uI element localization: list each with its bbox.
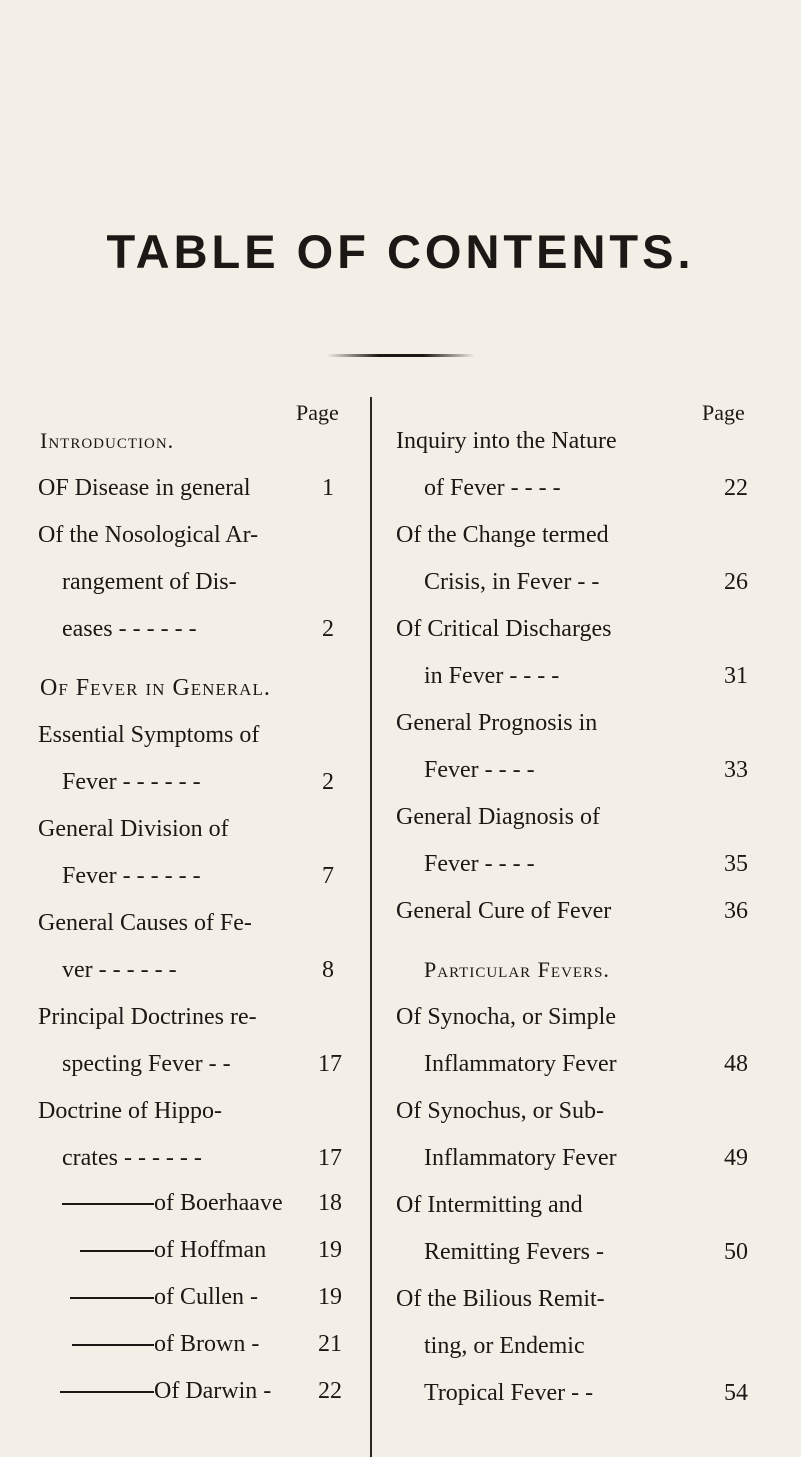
- ditto-rule: [62, 1203, 154, 1205]
- toc-entry-text: Fever - - - -: [424, 757, 535, 783]
- toc-entry-page: 19: [318, 1284, 342, 1310]
- toc-entry-text: Of Synocha, or Simple: [396, 1004, 616, 1030]
- toc-entry-text: Fever - - - - - -: [62, 863, 201, 889]
- toc-entry-page: 1: [322, 475, 334, 501]
- toc-entry-page: 31: [724, 663, 748, 689]
- toc-entry-text: General Diagnosis of: [396, 804, 600, 830]
- ditto-rule: [60, 1391, 154, 1393]
- toc-entry-page: 49: [724, 1145, 748, 1171]
- toc-entry-text: in Fever - - - -: [424, 663, 560, 689]
- toc-entry-text: General Causes of Fe-: [38, 910, 252, 936]
- toc-entry-text: rangement of Dis-: [62, 569, 237, 595]
- toc-entry-text: of Brown -: [154, 1331, 260, 1357]
- toc-entry-text: Inflammatory Fever: [424, 1145, 617, 1171]
- toc-entry-text: Of Critical Discharges: [396, 616, 612, 642]
- ornamental-rule: [327, 354, 475, 357]
- toc-entry-text: Fever - - - - - -: [62, 769, 201, 795]
- toc-entry-text: of Fever - - - -: [424, 475, 561, 501]
- toc-entry-text: Remitting Fevers -: [424, 1239, 604, 1265]
- toc-entry-text: General Division of: [38, 816, 229, 842]
- toc-entry-page: 35: [724, 851, 748, 877]
- toc-entry-page: 2: [322, 616, 334, 642]
- toc-entry-page: 17: [318, 1051, 342, 1077]
- section-heading-fever-in-general: Of Fever in General.: [40, 675, 271, 701]
- toc-entry-text: ting, or Endemic: [424, 1333, 585, 1359]
- toc-entry-text: specting Fever - -: [62, 1051, 231, 1077]
- right-page-label: Page: [702, 400, 745, 425]
- toc-entry-text: Of the Change termed: [396, 522, 609, 548]
- toc-entry-text: of Hoffman: [154, 1237, 267, 1263]
- toc-entry-text: Fever - - - -: [424, 851, 535, 877]
- toc-entry-page: 22: [318, 1378, 342, 1404]
- toc-entry-text: of Boerhaave: [154, 1190, 283, 1216]
- toc-entry-page: 54: [724, 1380, 748, 1406]
- ditto-rule: [80, 1250, 154, 1252]
- toc-entry-text: of Cullen -: [154, 1284, 258, 1310]
- toc-entry-text: crates - - - - - -: [62, 1145, 202, 1171]
- toc-entry-page: 33: [724, 757, 748, 783]
- toc-entry-text: eases - - - - - -: [62, 616, 197, 642]
- section-heading-particular-fevers: Particular Fevers.: [424, 957, 610, 982]
- toc-entry-page: 26: [724, 569, 748, 595]
- toc-entry-text: Crisis, in Fever - -: [424, 569, 600, 595]
- toc-entry-text: Inquiry into the Nature: [396, 428, 617, 454]
- toc-entry-page: 19: [318, 1237, 342, 1263]
- ditto-rule: [70, 1297, 154, 1299]
- toc-entry-text: Principal Doctrines re-: [38, 1004, 257, 1030]
- toc-entry-page: 2: [322, 769, 334, 795]
- toc-entry-text: General Prognosis in: [396, 710, 598, 736]
- toc-entry-page: 48: [724, 1051, 748, 1077]
- ditto-rule: [72, 1344, 154, 1346]
- toc-entry-text: Inflammatory Fever: [424, 1051, 617, 1077]
- toc-entry-page: 22: [724, 475, 748, 501]
- toc-entry-text: Of the Nosological Ar-: [38, 522, 259, 548]
- toc-entry-page: 7: [322, 863, 334, 889]
- toc-entry-text: Of Synochus, or Sub-: [396, 1098, 604, 1124]
- toc-entry-page: 17: [318, 1145, 342, 1171]
- toc-entry-text: OF Disease in general: [38, 475, 251, 501]
- toc-entry-text: Of Darwin -: [154, 1378, 272, 1404]
- column-divider: [370, 397, 372, 1457]
- toc-entry-text: Essential Symptoms of: [38, 722, 260, 748]
- toc-entry-text: ver - - - - - -: [62, 957, 177, 983]
- left-page-label: Page: [296, 400, 339, 425]
- toc-entry-text: General Cure of Fever: [396, 898, 612, 924]
- toc-entry-page: 36: [724, 898, 748, 924]
- toc-entry-page: 8: [322, 957, 334, 983]
- toc-entry-text: Tropical Fever - -: [424, 1380, 594, 1406]
- introduction-heading: Introduction.: [40, 428, 175, 453]
- toc-entry-text: Doctrine of Hippo-: [38, 1098, 222, 1124]
- toc-entry-page: 50: [724, 1239, 748, 1265]
- toc-entry-page: 18: [318, 1190, 342, 1216]
- page-title: TABLE OF CONTENTS.: [106, 225, 695, 278]
- toc-entry-text: Of the Bilious Remit-: [396, 1286, 605, 1312]
- toc-entry-page: 21: [318, 1331, 342, 1357]
- toc-entry-text: Of Intermitting and: [396, 1192, 583, 1218]
